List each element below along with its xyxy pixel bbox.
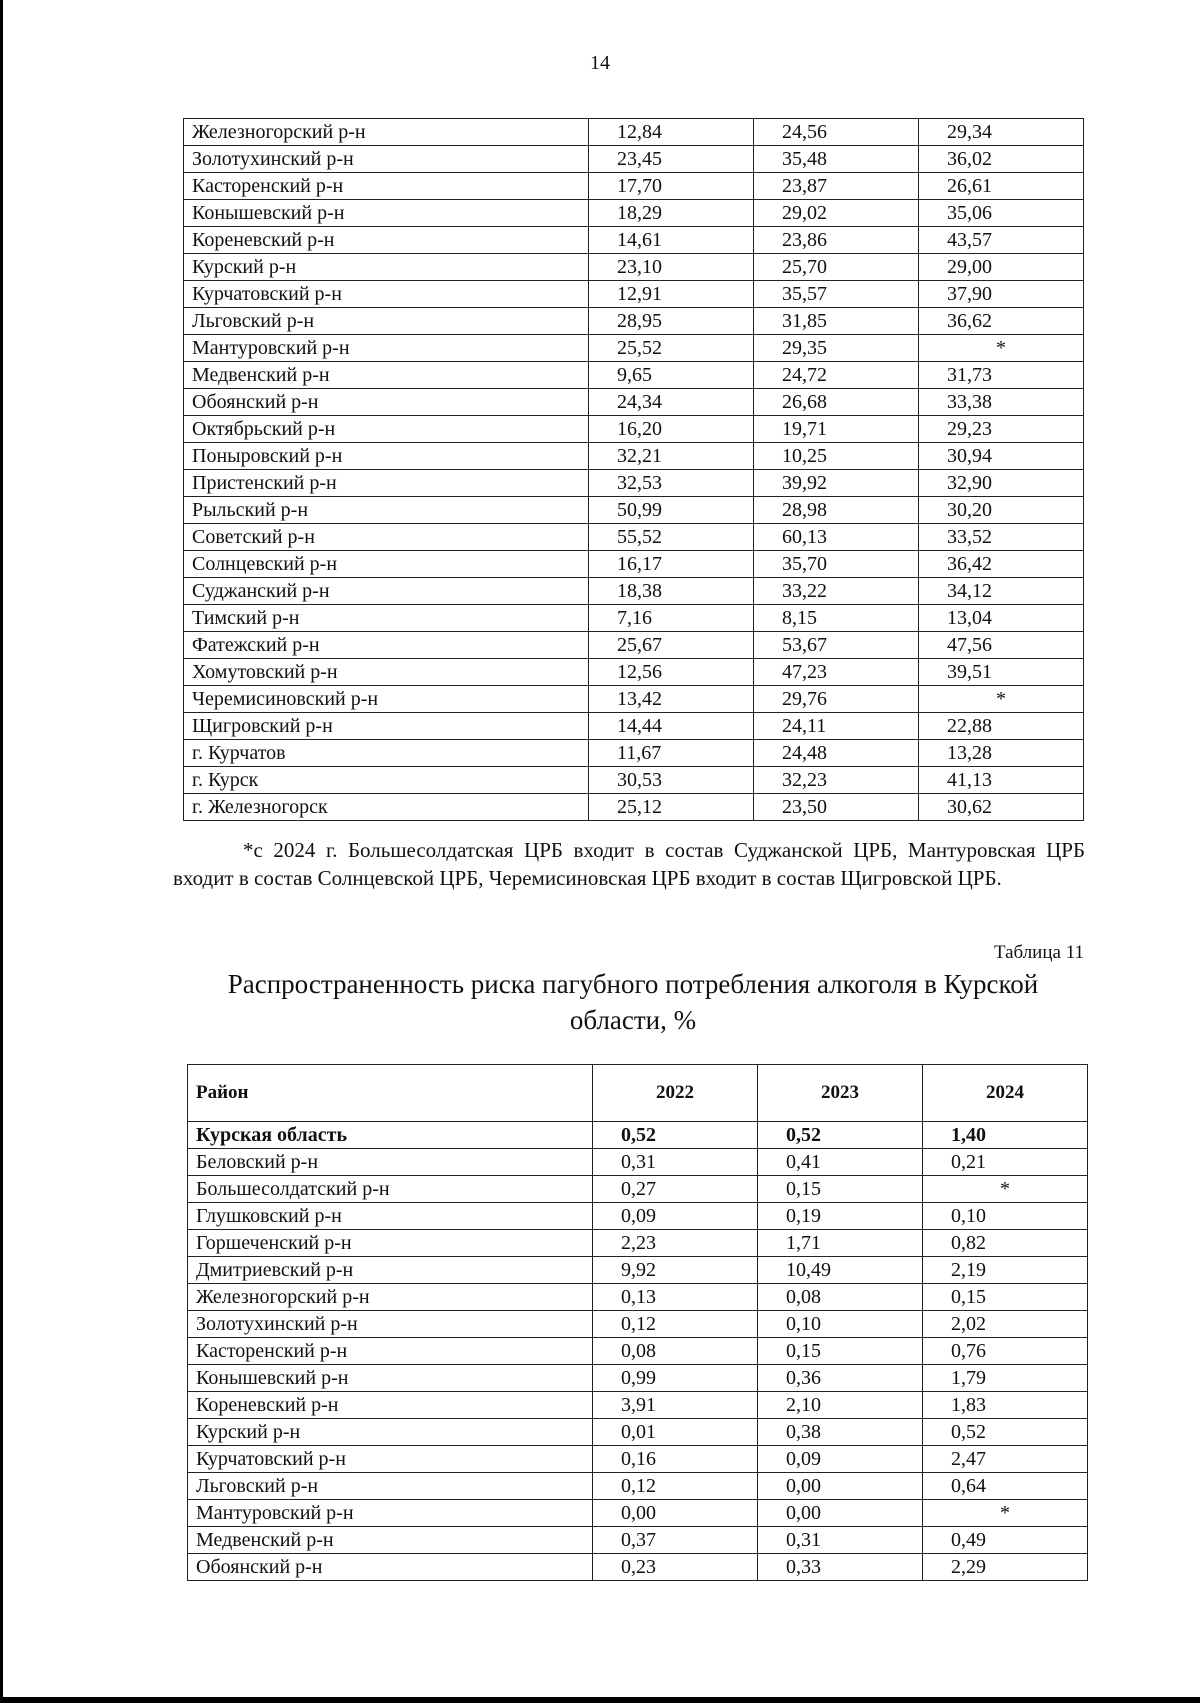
value-cell: 0,19	[758, 1203, 923, 1230]
district-cell: Медвенский р-н	[184, 362, 589, 389]
value-cell: 0,52	[923, 1419, 1088, 1446]
table-row	[188, 1527, 1088, 1554]
value-cell: 0,12	[593, 1311, 758, 1338]
value-cell: 0,37	[593, 1527, 758, 1554]
value-cell: 0,99	[593, 1365, 758, 1392]
value-cell: 39,92	[754, 470, 919, 497]
district-cell: Курчатовский р-н	[188, 1446, 593, 1473]
district-cell: Касторенский р-н	[188, 1338, 593, 1365]
table-row	[188, 1500, 1088, 1527]
total-2024: 1,40	[923, 1122, 1088, 1149]
value-cell: 0,31	[593, 1149, 758, 1176]
district-cell: Льговский р-н	[188, 1473, 593, 1500]
value-cell: 12,56	[589, 659, 754, 686]
value-cell: 60,13	[754, 524, 919, 551]
value-cell: 0,00	[758, 1500, 923, 1527]
value-cell: 0,27	[593, 1176, 758, 1203]
district-cell: Фатежский р-н	[184, 632, 589, 659]
value-cell: 31,73	[919, 362, 1084, 389]
table-row	[188, 1257, 1088, 1284]
footnote: *с 2024 г. Большесолдатская ЦРБ входит в состав Суджанской ЦРБ, Мантуровская ЦРБ входит в состав Солнцевской ЦРБ, Черемисиновская ЦРБ входит в состав Щигровской ЦРБ.	[173, 838, 1085, 890]
table-row	[184, 470, 1084, 497]
table-row	[184, 497, 1084, 524]
total-2022: 0,52	[593, 1122, 758, 1149]
value-cell: 9,65	[589, 362, 754, 389]
total-row	[188, 1122, 1088, 1149]
alcohol-risk-table-body	[188, 1065, 1088, 1581]
value-cell: 24,11	[754, 713, 919, 740]
value-cell: 14,61	[589, 227, 754, 254]
value-cell: 2,02	[923, 1311, 1088, 1338]
table-row	[184, 308, 1084, 335]
table-row	[188, 1176, 1088, 1203]
value-cell: 2,19	[923, 1257, 1088, 1284]
header-2023: 2023	[758, 1065, 923, 1122]
table-row	[188, 1554, 1088, 1581]
value-cell: 29,76	[754, 686, 919, 713]
value-cell: 10,49	[758, 1257, 923, 1284]
value-cell: 25,12	[589, 794, 754, 821]
district-cell: Тимский р-н	[184, 605, 589, 632]
value-cell: 0,15	[758, 1338, 923, 1365]
value-cell: *	[919, 335, 1084, 362]
value-cell: 33,22	[754, 578, 919, 605]
value-cell: 24,56	[754, 119, 919, 146]
table-row	[184, 659, 1084, 686]
district-cell: Советский р-н	[184, 524, 589, 551]
district-cell: Кореневский р-н	[188, 1392, 593, 1419]
district-cell: Медвенский р-н	[188, 1527, 593, 1554]
value-cell: 34,12	[919, 578, 1084, 605]
value-cell: 0,31	[758, 1527, 923, 1554]
table-row	[184, 281, 1084, 308]
district-cell: г. Железногорск	[184, 794, 589, 821]
table-row	[184, 551, 1084, 578]
value-cell: 32,53	[589, 470, 754, 497]
value-cell: 0,76	[923, 1338, 1088, 1365]
table-row	[188, 1473, 1088, 1500]
value-cell: *	[919, 686, 1084, 713]
value-cell: 29,35	[754, 335, 919, 362]
district-cell: Кореневский р-н	[184, 227, 589, 254]
district-cell: Суджанский р-н	[184, 578, 589, 605]
value-cell: 32,21	[589, 443, 754, 470]
value-cell: 0,21	[923, 1149, 1088, 1176]
district-cell: Солнцевский р-н	[184, 551, 589, 578]
table-row	[184, 416, 1084, 443]
district-cell: Золотухинский р-н	[188, 1311, 593, 1338]
header-district: Район	[188, 1065, 593, 1122]
table-row	[188, 1392, 1088, 1419]
table-row	[184, 632, 1084, 659]
value-cell: 47,23	[754, 659, 919, 686]
district-cell: Льговский р-н	[184, 308, 589, 335]
value-cell: 25,67	[589, 632, 754, 659]
value-cell: 0,38	[758, 1419, 923, 1446]
scan-edge-bottom	[0, 1697, 1200, 1703]
value-cell: 16,20	[589, 416, 754, 443]
value-cell: 30,94	[919, 443, 1084, 470]
value-cell: 12,91	[589, 281, 754, 308]
table-row	[184, 524, 1084, 551]
district-cell: Щигровский р-н	[184, 713, 589, 740]
table-row	[184, 686, 1084, 713]
value-cell: 19,71	[754, 416, 919, 443]
value-cell: 0,09	[758, 1446, 923, 1473]
header-2022: 2022	[593, 1065, 758, 1122]
value-cell: 9,92	[593, 1257, 758, 1284]
table-row	[184, 794, 1084, 821]
total-district: Курская область	[188, 1122, 593, 1149]
value-cell: 53,67	[754, 632, 919, 659]
district-cell: Поныровский р-н	[184, 443, 589, 470]
value-cell: 26,61	[919, 173, 1084, 200]
value-cell: 23,50	[754, 794, 919, 821]
value-cell: 0,33	[758, 1554, 923, 1581]
table-title: Распространенность риска пагубного потребления алкоголя в Курской области, %	[227, 969, 1039, 1035]
value-cell: 17,70	[589, 173, 754, 200]
value-cell: 37,90	[919, 281, 1084, 308]
value-cell: 18,29	[589, 200, 754, 227]
table-row	[184, 740, 1084, 767]
value-cell: 30,62	[919, 794, 1084, 821]
header-2024: 2024	[923, 1065, 1088, 1122]
value-cell: 31,85	[754, 308, 919, 335]
value-cell: 11,67	[589, 740, 754, 767]
table-row	[184, 362, 1084, 389]
value-cell: 14,44	[589, 713, 754, 740]
value-cell: *	[923, 1500, 1088, 1527]
district-cell: Обоянский р-н	[188, 1554, 593, 1581]
district-cell: Курский р-н	[188, 1419, 593, 1446]
table-row	[184, 335, 1084, 362]
table-row	[188, 1419, 1088, 1446]
value-cell: 25,52	[589, 335, 754, 362]
value-cell: 29,23	[919, 416, 1084, 443]
value-cell: 28,98	[754, 497, 919, 524]
value-cell: 24,48	[754, 740, 919, 767]
table-row	[184, 254, 1084, 281]
district-cell: Конышевский р-н	[184, 200, 589, 227]
scan-edge-left	[0, 0, 3, 1703]
district-cell: Горшеченский р-н	[188, 1230, 593, 1257]
value-cell: 0,15	[923, 1284, 1088, 1311]
value-cell: 30,53	[589, 767, 754, 794]
value-cell: 35,70	[754, 551, 919, 578]
value-cell: 13,04	[919, 605, 1084, 632]
value-cell: 18,38	[589, 578, 754, 605]
value-cell: 23,10	[589, 254, 754, 281]
district-cell: Золотухинский р-н	[184, 146, 589, 173]
value-cell: 2,10	[758, 1392, 923, 1419]
value-cell: 0,00	[593, 1500, 758, 1527]
value-cell: 0,00	[758, 1473, 923, 1500]
table-row	[184, 173, 1084, 200]
table-row	[188, 1284, 1088, 1311]
value-cell: 33,52	[919, 524, 1084, 551]
district-cell: Курский р-н	[184, 254, 589, 281]
value-cell: 50,99	[589, 497, 754, 524]
table-row	[184, 605, 1084, 632]
district-table-continued-body	[184, 119, 1084, 821]
table-row	[184, 389, 1084, 416]
value-cell: 1,71	[758, 1230, 923, 1257]
value-cell: 0,08	[758, 1284, 923, 1311]
value-cell: 1,83	[923, 1392, 1088, 1419]
value-cell: 10,25	[754, 443, 919, 470]
value-cell: 35,57	[754, 281, 919, 308]
value-cell: 0,10	[923, 1203, 1088, 1230]
district-cell: Дмитриевский р-н	[188, 1257, 593, 1284]
table-row	[184, 119, 1084, 146]
value-cell: 13,42	[589, 686, 754, 713]
table-row	[188, 1446, 1088, 1473]
district-cell: Курчатовский р-н	[184, 281, 589, 308]
table-row	[184, 578, 1084, 605]
district-cell: Рыльский р-н	[184, 497, 589, 524]
value-cell: 25,70	[754, 254, 919, 281]
table-row	[184, 443, 1084, 470]
value-cell: 0,16	[593, 1446, 758, 1473]
district-cell: Большесолдатский р-н	[188, 1176, 593, 1203]
district-cell: Черемисиновский р-н	[184, 686, 589, 713]
value-cell: 0,82	[923, 1230, 1088, 1257]
table-row	[184, 227, 1084, 254]
value-cell: 2,23	[593, 1230, 758, 1257]
value-cell: 39,51	[919, 659, 1084, 686]
total-2023: 0,52	[758, 1122, 923, 1149]
district-cell: Мантуровский р-н	[188, 1500, 593, 1527]
value-cell: 1,79	[923, 1365, 1088, 1392]
value-cell: *	[923, 1176, 1088, 1203]
value-cell: 0,13	[593, 1284, 758, 1311]
alcohol-risk-table	[187, 1064, 1088, 1581]
table-row	[188, 1338, 1088, 1365]
value-cell: 3,91	[593, 1392, 758, 1419]
value-cell: 36,42	[919, 551, 1084, 578]
value-cell: 24,72	[754, 362, 919, 389]
value-cell: 30,20	[919, 497, 1084, 524]
value-cell: 43,57	[919, 227, 1084, 254]
district-cell: Пристенский р-н	[184, 470, 589, 497]
table-row	[184, 146, 1084, 173]
table-caption: Таблица 11	[993, 942, 1084, 963]
table-row	[188, 1365, 1088, 1392]
district-cell: Мантуровский р-н	[184, 335, 589, 362]
value-cell: 7,16	[589, 605, 754, 632]
value-cell: 16,17	[589, 551, 754, 578]
district-cell: Железногорский р-н	[188, 1284, 593, 1311]
value-cell: 0,12	[593, 1473, 758, 1500]
district-cell: Глушковский р-н	[188, 1203, 593, 1230]
value-cell: 0,09	[593, 1203, 758, 1230]
value-cell: 23,45	[589, 146, 754, 173]
district-cell: Обоянский р-н	[184, 389, 589, 416]
district-cell: Касторенский р-н	[184, 173, 589, 200]
table-row	[188, 1203, 1088, 1230]
table-row	[188, 1149, 1088, 1176]
value-cell: 23,87	[754, 173, 919, 200]
district-cell: Беловский р-н	[188, 1149, 593, 1176]
value-cell: 26,68	[754, 389, 919, 416]
value-cell: 2,47	[923, 1446, 1088, 1473]
table-row	[184, 200, 1084, 227]
value-cell: 0,36	[758, 1365, 923, 1392]
value-cell: 47,56	[919, 632, 1084, 659]
value-cell: 35,06	[919, 200, 1084, 227]
district-cell: Октябрьский р-н	[184, 416, 589, 443]
value-cell: 0,01	[593, 1419, 758, 1446]
value-cell: 29,00	[919, 254, 1084, 281]
value-cell: 36,02	[919, 146, 1084, 173]
value-cell: 36,62	[919, 308, 1084, 335]
value-cell: 28,95	[589, 308, 754, 335]
district-cell: Железногорский р-н	[184, 119, 589, 146]
district-cell: Конышевский р-н	[188, 1365, 593, 1392]
value-cell: 23,86	[754, 227, 919, 254]
value-cell: 0,49	[923, 1527, 1088, 1554]
value-cell: 32,23	[754, 767, 919, 794]
value-cell: 22,88	[919, 713, 1084, 740]
value-cell: 12,84	[589, 119, 754, 146]
table-row	[188, 1311, 1088, 1338]
table-row	[184, 713, 1084, 740]
value-cell: 8,15	[754, 605, 919, 632]
value-cell: 32,90	[919, 470, 1084, 497]
value-cell: 24,34	[589, 389, 754, 416]
value-cell: 0,08	[593, 1338, 758, 1365]
value-cell: 29,34	[919, 119, 1084, 146]
value-cell: 55,52	[589, 524, 754, 551]
value-cell: 41,13	[919, 767, 1084, 794]
value-cell: 29,02	[754, 200, 919, 227]
value-cell: 13,28	[919, 740, 1084, 767]
value-cell: 0,64	[923, 1473, 1088, 1500]
district-table-continued	[183, 118, 1084, 821]
page-number: 14	[590, 52, 610, 74]
value-cell: 0,41	[758, 1149, 923, 1176]
header-row	[188, 1065, 1088, 1122]
table-row	[184, 767, 1084, 794]
district-cell: г. Курчатов	[184, 740, 589, 767]
value-cell: 35,48	[754, 146, 919, 173]
value-cell: 2,29	[923, 1554, 1088, 1581]
district-cell: г. Курск	[184, 767, 589, 794]
value-cell: 0,23	[593, 1554, 758, 1581]
value-cell: 0,10	[758, 1311, 923, 1338]
value-cell: 33,38	[919, 389, 1084, 416]
table-row	[188, 1230, 1088, 1257]
district-cell: Хомутовский р-н	[184, 659, 589, 686]
value-cell: 0,15	[758, 1176, 923, 1203]
